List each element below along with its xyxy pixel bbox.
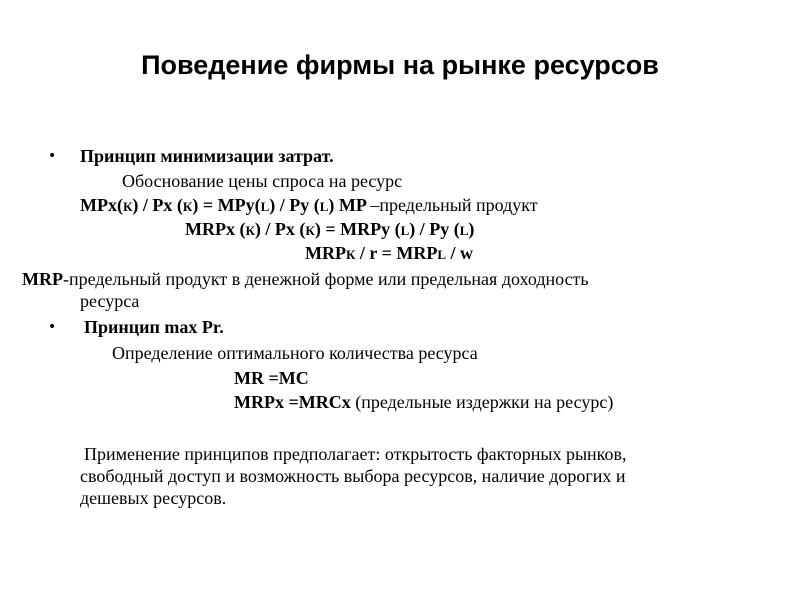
page-title: Поведение фирмы на рынке ресурсов (141, 50, 659, 80)
formula-part: ) / Py ( (269, 195, 320, 215)
formula-part: ) MP (328, 195, 371, 215)
formula-sub: L (437, 247, 446, 262)
formula-part: ) (468, 219, 475, 239)
bullet-icon: • (48, 319, 57, 335)
formula-sub: L (319, 199, 329, 214)
section2-subheading: Определение оптимального количества ресурса (112, 343, 478, 363)
formula-part: MRP (305, 243, 346, 263)
formula-sub: К (245, 223, 255, 238)
section2-heading: Принцип max Pr. (84, 317, 224, 337)
formula-mr-mc: MR =MC (234, 368, 309, 388)
formula-mrp-price (305, 242, 473, 266)
formula-part: MRPx =MRCx (234, 392, 351, 412)
formula-note: –предельный продукт (370, 195, 538, 215)
formula-mp-ratio (80, 194, 538, 218)
mrp-definition-text: -предельный продукт в денежной форме или предельная доходность (62, 269, 589, 289)
formula-sub: L (459, 223, 469, 238)
formula-mrp-ratio (185, 218, 474, 242)
mrp-term: MRP (22, 269, 63, 289)
formula-sub: L (400, 223, 410, 238)
conclusion-line-2: свободный доступ и возможность выбора ресурсов, наличие дорогих и (80, 466, 626, 486)
section1-heading: Принцип минимизации затрат. (80, 146, 334, 166)
formula-sub: К (305, 223, 315, 238)
conclusion-line-3: дешевых ресурсов. (80, 488, 227, 508)
formula-part: ) / Px ( (132, 195, 183, 215)
formula-part: ) / Px ( (254, 219, 306, 239)
formula-note: (предельные издержки на ресурс) (350, 392, 614, 412)
formula-sub: L (260, 199, 270, 214)
mrp-definition-cont: ресурса (80, 291, 140, 311)
formula-part: MPx( (80, 195, 123, 215)
conclusion-line-1: Применение принципов предполагает: открытость факторных рынков, (84, 444, 627, 464)
formula-part: ) = MRPy ( (314, 219, 401, 239)
formula-part: / w (446, 243, 473, 263)
formula-part: ) = MPy( (192, 195, 261, 215)
formula-sub: К (345, 247, 356, 262)
formula-mrp-mrc (234, 391, 613, 413)
formula-part: / r = MRP (355, 243, 438, 263)
formula-sub: К (122, 199, 133, 214)
mrp-definition (22, 268, 589, 290)
section1-subheading: Обоснование цены спроса на ресурс (122, 171, 403, 191)
bullet-icon: • (48, 148, 57, 164)
formula-part: ) / Py ( (409, 219, 460, 239)
formula-sub: К (182, 199, 193, 214)
formula-part: MRPx ( (185, 219, 246, 239)
